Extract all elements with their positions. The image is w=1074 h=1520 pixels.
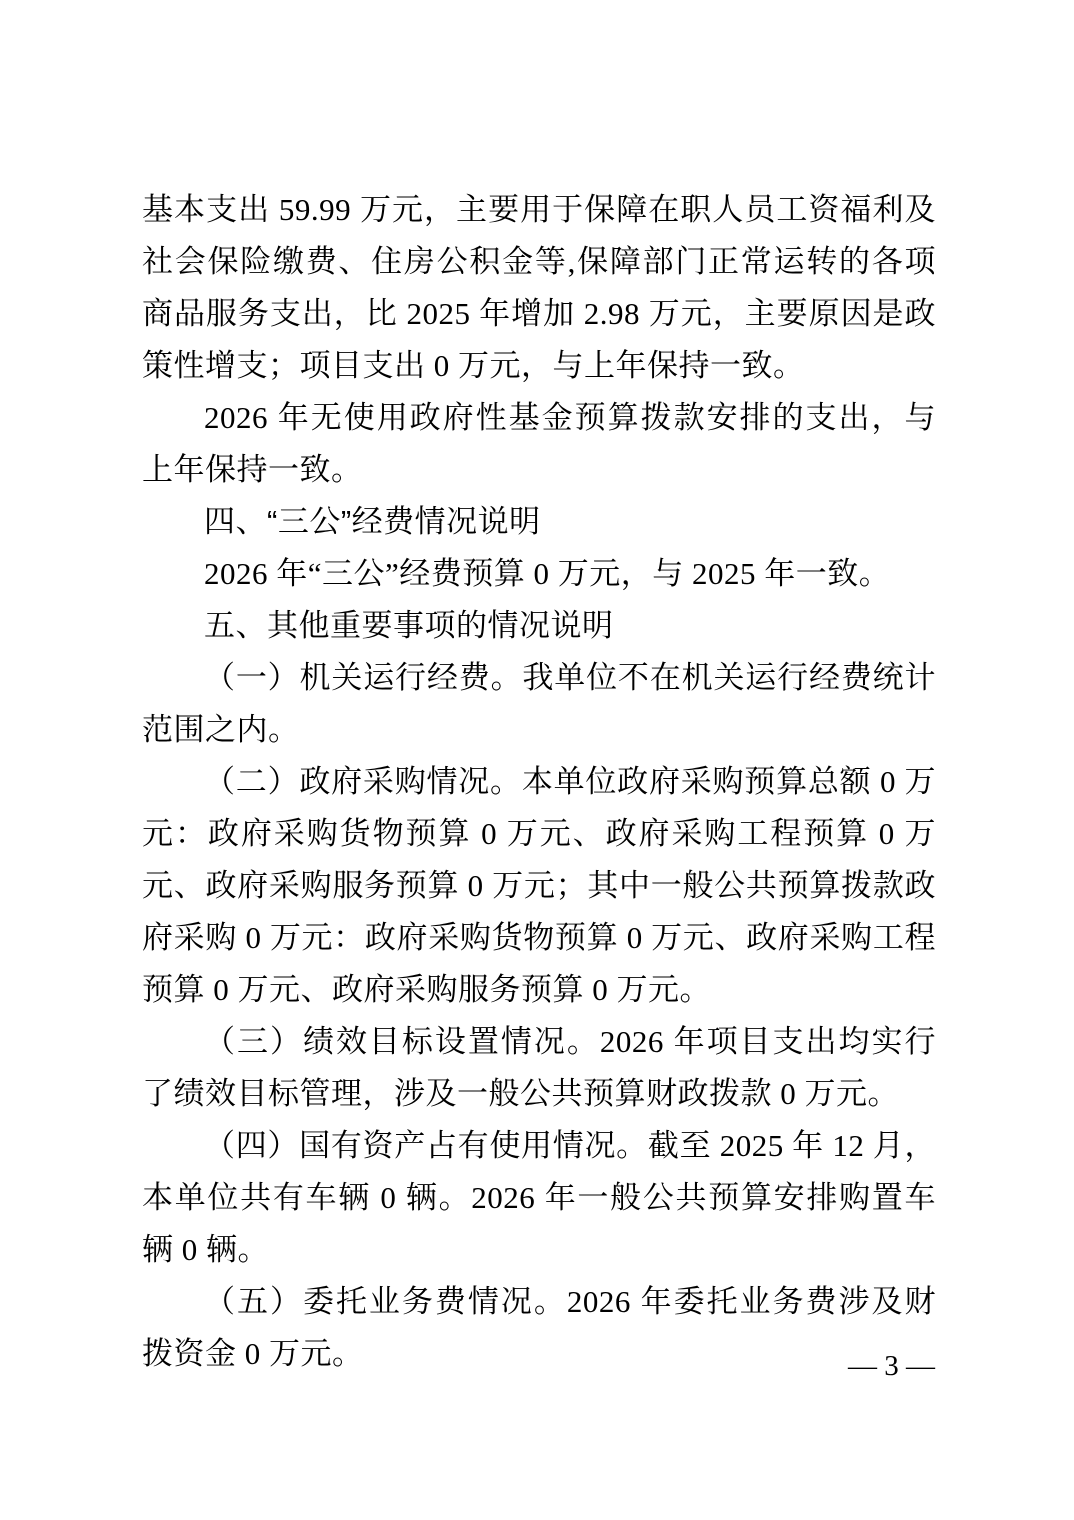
- heading-other-important-items: 五、其他重要事项的情况说明: [204, 608, 614, 643]
- heading-three-public-expenses: 四、“三公”经费情况说明: [204, 504, 541, 539]
- paragraph-agency-operating-costs: （一）机关运行经费。我单位不在机关运行经费统计范围之内。: [142, 660, 936, 747]
- paragraph-entrusted-business-fees: （五）委托业务费情况。2026 年委托业务费涉及财拨资金 0 万元。: [142, 1284, 936, 1371]
- page-number: — 3 —: [848, 1350, 935, 1382]
- paragraph-three-public-budget: 2026 年“三公”经费预算 0 万元，与 2025 年一致。: [204, 556, 891, 591]
- paragraph-basic-expenditure: 基本支出 59.99 万元，主要用于保障在职人员工资福利及社会保险缴费、住房公积金等,保障部门正常运转的各项商品服务支出，比 2025 年增加 2.98 万元，主要原因是政策性增支；项目支出 0 万元，与上年保持一致。: [142, 192, 936, 383]
- paragraph-performance-targets: （三）绩效目标设置情况。2026 年项目支出均实行了绩效目标管理，涉及一般公共预算财政拨款 0 万元。: [142, 1024, 936, 1111]
- page-footer: [848, 1346, 935, 1386]
- paragraph-government-fund-budget: 2026 年无使用政府性基金预算拨款安排的支出，与上年保持一致。: [142, 400, 936, 487]
- paragraph-state-owned-assets: （四）国有资产占有使用情况。截至 2025 年 12 月，本单位共有车辆 0 辆。2026 年一般公共预算安排购置车辆 0 辆。: [142, 1128, 936, 1267]
- paragraph-government-procurement: （二）政府采购情况。本单位政府采购预算总额 0 万元：政府采购货物预算 0 万元、政府采购工程预算 0 万元、政府采购服务预算 0 万元；其中一般公共预算拨款政府采购 0 万元：政府采购货物预算 0 万元、政府采购工程预算 0 万元、政府采购服务预算 0 万元。: [142, 764, 936, 1007]
- document-body: [142, 184, 936, 1380]
